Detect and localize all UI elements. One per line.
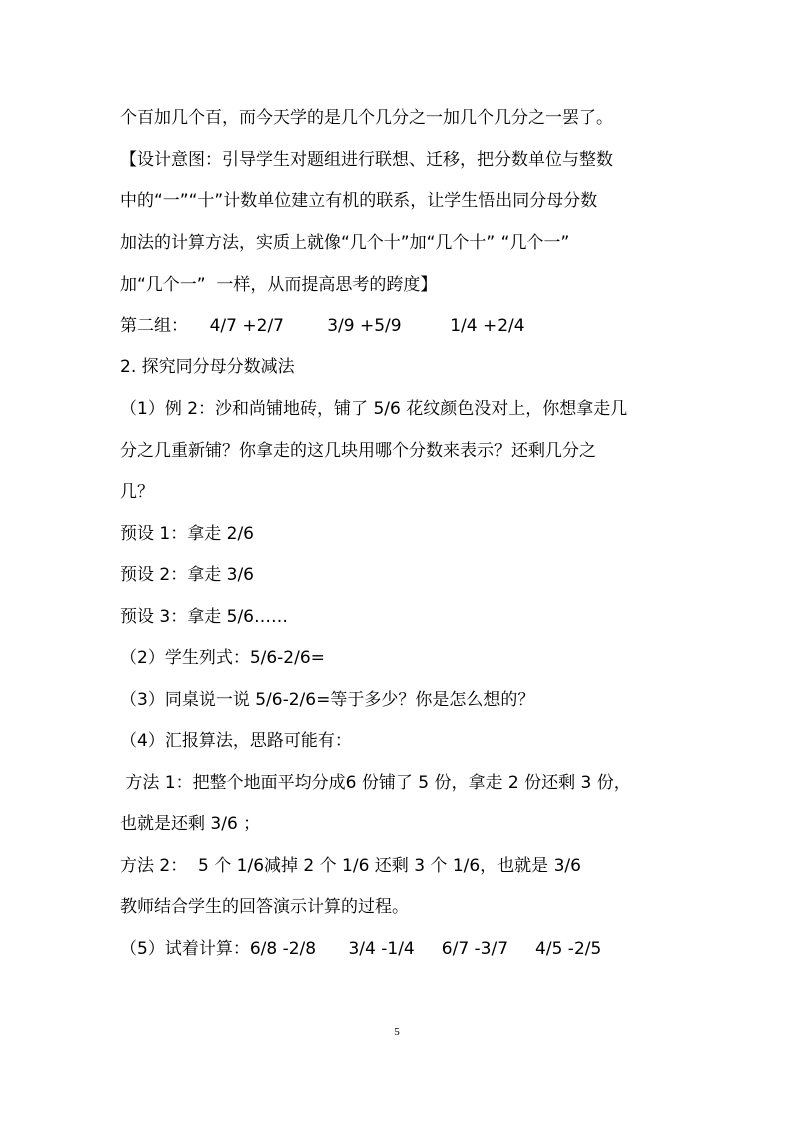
text-line: （3）同桌说一说 5/6-2/6=等于多少？你是怎么想的？	[120, 690, 535, 710]
text-line: （2）学生列式：5/6-2/6=	[120, 648, 325, 668]
text-line: 预设 2：拿走 3/6	[120, 565, 254, 585]
text-line: 个百加几个百，而今天学的是几个几分之一加几个几分之一罢了。	[120, 108, 613, 128]
text-line: 加法的计算方法，实质上就像“几个十”加“几个十” “几个一”	[120, 233, 570, 253]
text-line: 也就是还剩 3/6 ；	[120, 814, 261, 834]
text-line: 第二组： 4/7 +2/7 3/9 +5/9 1/4 +2/4	[120, 316, 525, 336]
text-line: （1）例 2：沙和尚铺地砖，铺了 5/6 花纹颜色没对上，你想拿走几	[120, 399, 628, 419]
text-line: （5）试着计算：6/8 -2/8 3/4 -1/4 6/7 -3/7 4/5 -2/5	[120, 939, 602, 959]
page-number: 5	[394, 1026, 400, 1038]
text-line: 预设 3：拿走 5/6……	[120, 607, 288, 627]
text-line: 中的“一”“十”计数单位建立有机的联系，让学生悟出同分母分数	[120, 191, 598, 211]
text-line: 分之几重新铺？你拿走的这几块用哪个分数来表示？还剩几分之	[120, 441, 596, 461]
text-line: 加“几个一” 一样，从而提高思考的跨度】	[120, 275, 438, 295]
text-line: 预设 1：拿走 2/6	[120, 524, 254, 544]
text-line: （4）汇报算法，思路可能有：	[120, 731, 352, 751]
text-line: 教师结合学生的回答演示计算的过程。	[120, 897, 409, 917]
text-line: 【设计意图：引导学生对题组进行联想、迁移，把分数单位与整数	[120, 150, 613, 170]
text-line: 几？	[120, 482, 154, 502]
text-line: 方法 2： 5 个 1/6减掉 2 个 1/6 还剩 3 个 1/6，也就是 3/6	[120, 856, 581, 876]
text-line: 方法 1：把整个地面平均分成6 份铺了 5 份，拿走 2 份还剩 3 份，	[120, 773, 631, 793]
section-heading: 2. 探究同分母分数减法	[120, 357, 295, 377]
